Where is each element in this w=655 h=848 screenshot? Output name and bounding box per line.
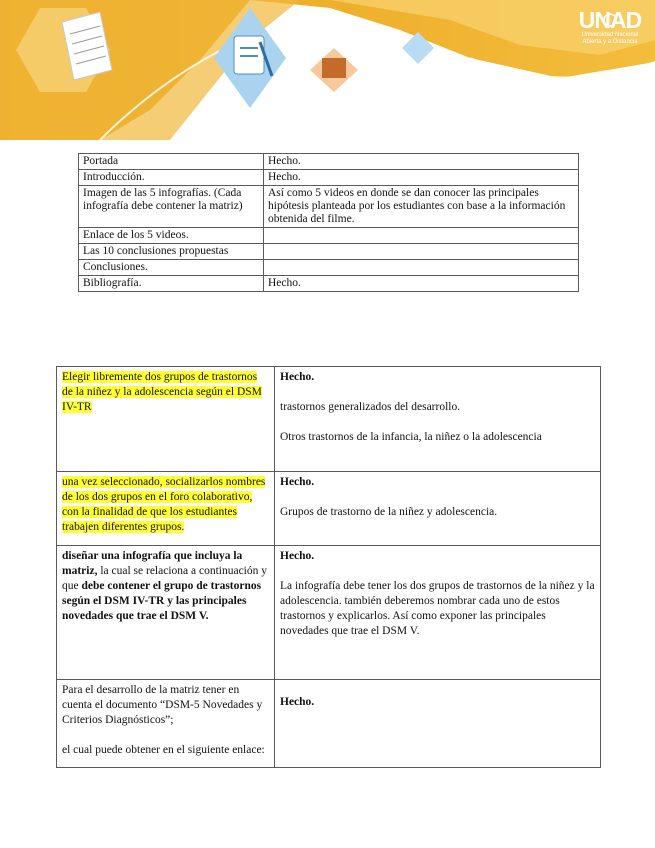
instruction-cell: [57, 546, 275, 680]
status-cell: [264, 244, 579, 260]
instruction-text: la cual se relaciona a continuación y que: [62, 565, 267, 592]
item-cell: Introducción.: [79, 170, 264, 186]
instruction-text: el cual puede obtener en el siguiente enlace:: [62, 744, 265, 756]
table-row: [57, 367, 601, 472]
logo-subtitle-1: Universidad Nacional: [581, 32, 639, 38]
unad-logo-text: [577, 8, 643, 46]
done-label: Hecho.: [280, 476, 315, 488]
table-row: [79, 170, 579, 186]
response-line: Grupos de trastorno de la niñez y adolescencia.: [280, 506, 498, 518]
item-cell: Bibliografía.: [79, 276, 264, 292]
status-cell: Hecho.: [264, 154, 579, 170]
status-cell: [264, 260, 579, 276]
table-row: [79, 276, 579, 292]
response-cell: [275, 472, 601, 546]
item-cell: Imagen de las 5 infografías. (Cada infografía debe contener la matriz): [79, 186, 264, 228]
instruction-text: Para el desarrollo de la matriz tener en cuenta el documento “DSM-5 Novedades y Criterios Diagnósticos”;: [62, 684, 263, 726]
item-cell: Las 10 conclusiones propuestas: [79, 244, 264, 260]
status-cell: Hecho.: [264, 276, 579, 292]
deliverables-table: [78, 153, 579, 292]
response-cell: [275, 546, 601, 680]
response-line: trastornos generalizados del desarrollo.: [280, 401, 461, 413]
item-cell: Conclusiones.: [79, 260, 264, 276]
status-cell: Así como 5 videos en donde se dan conocer las principales hipótesis planteada por los estudiantes con base a la información obtenida del filme.: [264, 186, 579, 228]
table-row: [79, 260, 579, 276]
response-cell: [275, 680, 601, 768]
table-row: [79, 228, 579, 244]
table-row: [79, 154, 579, 170]
response-line: Otros trastornos de la infancia, la niñez o la adolescencia: [280, 431, 542, 443]
activities-table: [56, 366, 601, 768]
logo-mark: UNAD: [578, 7, 642, 33]
done-label: Hecho.: [280, 550, 315, 562]
book-icon: [310, 48, 358, 92]
instruction-text: Elegir libremente dos grupos de trastornos de la niñez y la adolescencia según el DSM IV-TR: [62, 371, 262, 413]
table-row: [79, 244, 579, 260]
logo-subtitle-2: Abierta y a Distancia: [582, 39, 638, 45]
status-cell: [264, 228, 579, 244]
instruction-bold: diseñar una infografía que incluya la matriz,: [62, 550, 243, 577]
instruction-cell: [57, 472, 275, 546]
instruction-text: una vez seleccionado, socializarlos nombres de los dos grupos en el foro colaborativo, con la finalidad de que los estudiantes trabajen diferentes grupos.: [62, 476, 266, 533]
instruction-cell: [57, 367, 275, 472]
done-label: Hecho.: [280, 696, 315, 708]
response-line: La infografía debe tener los dos grupos de trastornos de la niñez y la adolescencia. también deberemos nombrar cada uno de estos trastornos y explicarlos. Así como exponer las principales novedades que trae el DSM V.: [280, 580, 595, 637]
item-cell: Portada: [79, 154, 264, 170]
done-label: Hecho.: [280, 371, 315, 383]
item-cell: Enlace de los 5 videos.: [79, 228, 264, 244]
status-cell: Hecho.: [264, 170, 579, 186]
table-row: [57, 546, 601, 680]
table-row: [57, 680, 601, 768]
instruction-bold: debe contener el grupo de trastornos según el DSM IV-TR y las principales novedades que trae el DSM V.: [62, 580, 262, 622]
header-banner: [0, 0, 655, 140]
response-cell: [275, 367, 601, 472]
table-row: [57, 472, 601, 546]
instruction-cell: [57, 680, 275, 768]
table-row: [79, 186, 579, 228]
